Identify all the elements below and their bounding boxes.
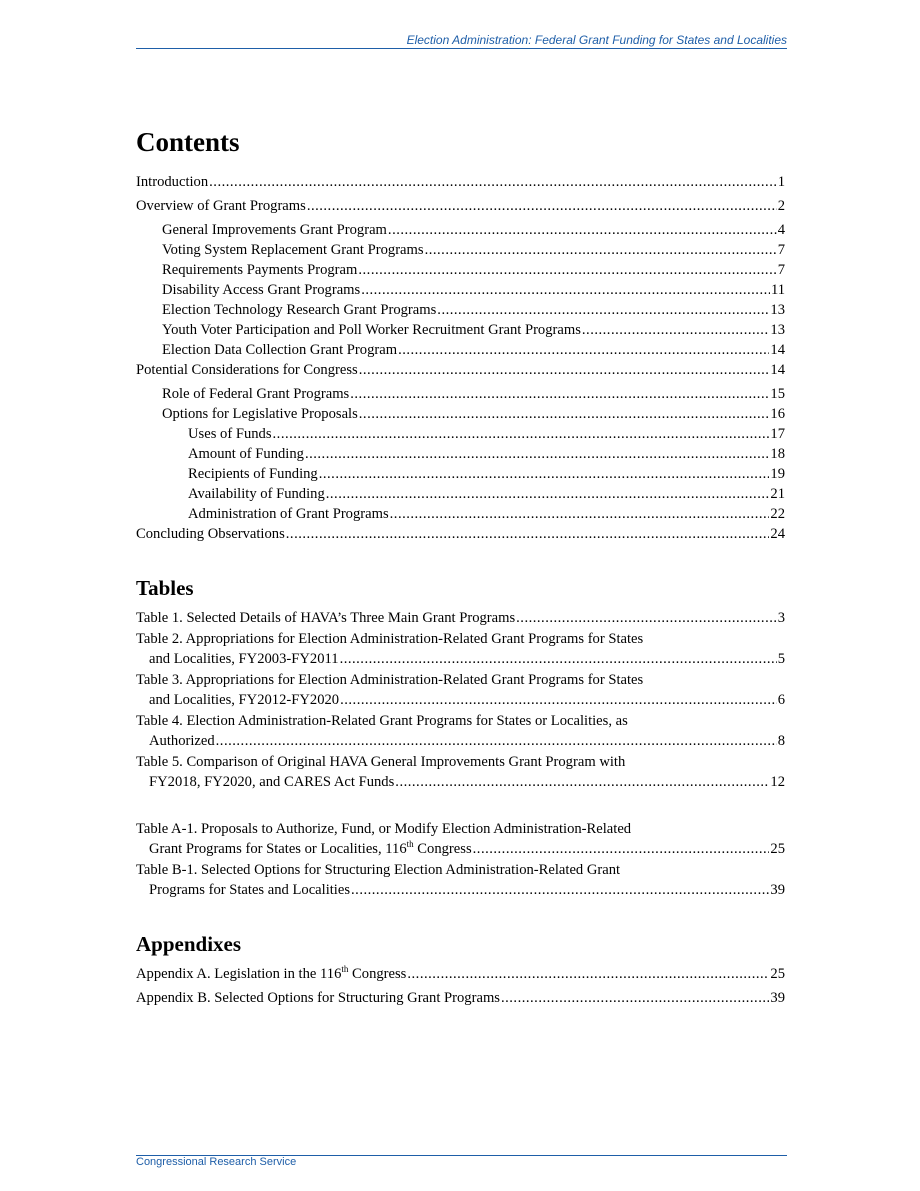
toc-entry-role-of-federal-grants[interactable]: Role of Federal Grant Programs ..... 15: [136, 384, 785, 404]
toc-entry-introduction[interactable]: Introduction ..... 1: [136, 172, 785, 192]
table-entry-5[interactable]: Table 5. Comparison of Original HAVA General Improvements Grant Program with FY2018, FY2020, and CARES Act Funds ..... 12: [136, 752, 785, 792]
toc-entry-requirements-payments[interactable]: Requirements Payments Program ..... 7: [136, 260, 785, 280]
running-header: Election Administration: Federal Grant Funding for States and Localities: [406, 33, 787, 47]
running-footer: Congressional Research Service: [136, 1156, 297, 1168]
toc-entry-election-technology-research[interactable]: Election Technology Research Grant Programs ..... 13: [136, 300, 785, 320]
toc-entry-election-data-collection[interactable]: Election Data Collection Grant Program ..... 14: [136, 340, 785, 360]
toc-entry-options-legislative-proposals[interactable]: Options for Legislative Proposals ..... 16: [136, 404, 785, 424]
contents-heading: Contents: [136, 127, 240, 157]
toc-entry-disability-access[interactable]: Disability Access Grant Programs ..... 11: [136, 280, 785, 300]
toc-entry-potential-considerations[interactable]: Potential Considerations for Congress ..... 14: [136, 360, 785, 380]
table-entry-2[interactable]: Table 2. Appropriations for Election Administration-Related Grant Programs for States and Localities, FY2003-FY2011 ..... 5: [136, 629, 785, 669]
appendix-entry-a[interactable]: Appendix A. Legislation in the 116th Congress ..... 25: [136, 964, 785, 984]
table-entry-3[interactable]: Table 3. Appropriations for Election Administration-Related Grant Programs for States and Localities, FY2012-FY2020 ..... 6: [136, 670, 785, 710]
appendix-entry-b[interactable]: Appendix B. Selected Options for Structuring Grant Programs ..... 39: [136, 988, 785, 1008]
table-entry-1[interactable]: Table 1. Selected Details of HAVA’s Three Main Grant Programs ..... 3: [136, 608, 785, 628]
page-content: [136, 124, 785, 1008]
toc-entry-overview[interactable]: Overview of Grant Programs ..... 2: [136, 196, 785, 216]
contents-list: [136, 172, 785, 544]
tables-heading: Tables: [136, 576, 194, 600]
tables-list: [136, 608, 785, 900]
toc-entry-concluding-observations[interactable]: Concluding Observations ..... 24: [136, 524, 785, 544]
header-rule: [136, 48, 787, 49]
appendixes-heading: Appendixes: [136, 932, 242, 956]
toc-entry-general-improvements[interactable]: General Improvements Grant Program ..... 4: [136, 220, 785, 240]
toc-entry-amount-of-funding[interactable]: Amount of Funding ..... 18: [136, 444, 785, 464]
toc-entry-administration-of-grants[interactable]: Administration of Grant Programs ..... 22: [136, 504, 785, 524]
toc-entry-recipients-of-funding[interactable]: Recipients of Funding ..... 19: [136, 464, 785, 484]
toc-entry-availability-of-funding[interactable]: Availability of Funding ..... 21: [136, 484, 785, 504]
appendixes-list: [136, 964, 785, 1008]
table-entry-b1[interactable]: Table B-1. Selected Options for Structuring Election Administration-Related Grant Programs for States and Localities ..... 39: [136, 860, 785, 900]
toc-entry-youth-voter-participation[interactable]: Youth Voter Participation and Poll Worker Recruitment Grant Programs ..... 13: [136, 320, 785, 340]
toc-entry-voting-system-replacement[interactable]: Voting System Replacement Grant Programs ..... 7: [136, 240, 785, 260]
table-entry-a1[interactable]: Table A-1. Proposals to Authorize, Fund, or Modify Election Administration-Related Grant Programs for States or Localities, 116th Congress ..... 25: [136, 819, 785, 859]
table-entry-4[interactable]: Table 4. Election Administration-Related Grant Programs for States or Localities, as Authorized ..... 8: [136, 711, 785, 751]
toc-entry-uses-of-funds[interactable]: Uses of Funds ..... 17: [136, 424, 785, 444]
